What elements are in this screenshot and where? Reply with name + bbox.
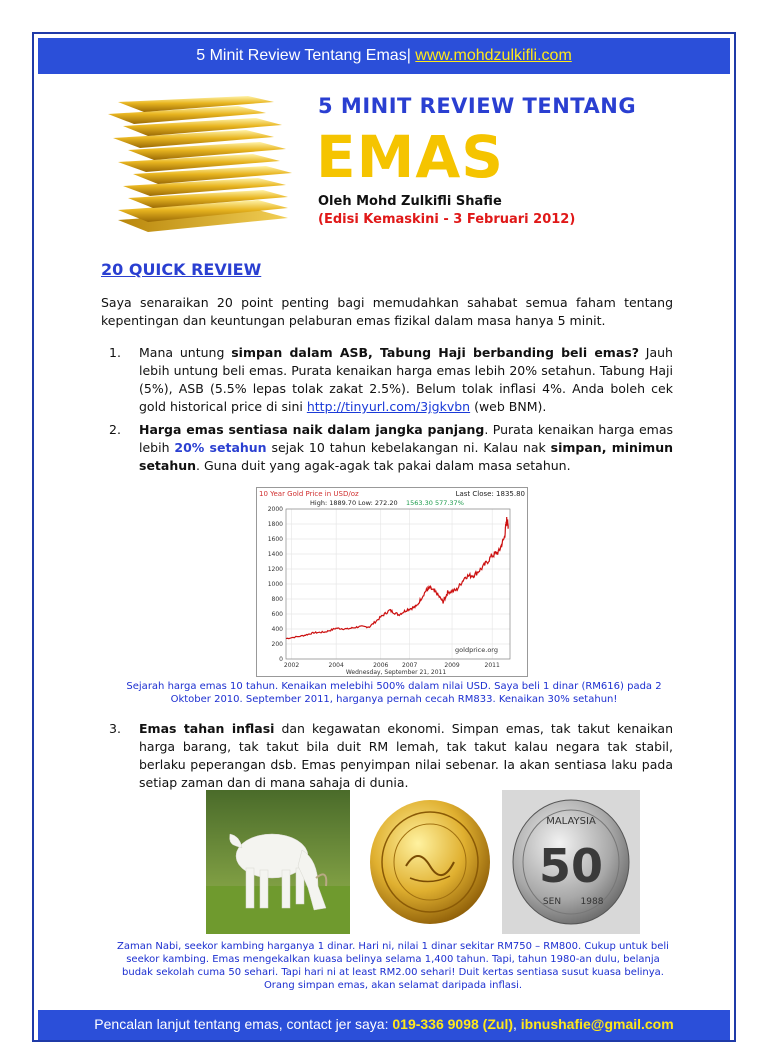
chart-x-tick: 2007: [402, 662, 418, 669]
chart-x-tick: 2004: [328, 662, 344, 669]
footer-email[interactable]: ibnushafie@gmail.com: [520, 1016, 674, 1032]
chart-y-tick: 1400: [267, 551, 283, 558]
chart-last-close: Last Close: 1835.80: [455, 490, 525, 498]
gold-bars-image: [88, 92, 298, 242]
coin-year: 1988: [580, 897, 604, 907]
title-line2: EMAS: [316, 123, 504, 191]
item-number: 3.: [109, 721, 121, 736]
chart-y-tick: 800: [271, 596, 283, 603]
chart-x-tick: 2009: [444, 662, 460, 669]
chart-y-tick: 1000: [267, 581, 283, 588]
chart-x-tick: 2006: [373, 662, 389, 669]
goat-photo: [206, 790, 350, 934]
chart-y-tick: 200: [271, 641, 283, 648]
author: Oleh Mohd Zulkifli Shafie: [318, 194, 502, 209]
header-title: 5 Minit Review Tentang Emas|: [196, 47, 411, 64]
item-number: 1.: [109, 345, 121, 360]
list-item-2: 2. Harga emas sentiasa naik dalam jangka panjang. Purata kenaikan harga emas lebih 20% setahun sejak 10 tahun kebelakangan ni. Kalau nak simpan, minimun setahun. Guna duit yang agak-agak tak pakai dalam masa setahun.: [109, 422, 674, 473]
section-title: 20 QUICK REVIEW: [101, 260, 262, 279]
coin-unit: SEN: [542, 897, 562, 907]
list-item-3: 3. Emas tahan inflasi dan kegawatan ekonomi. Simpan emas, tak takut kenaikan harga barang, tak takut bila duit RM lemah, tak takut kalau negara tak stabil, berlaku peperangan dsb. Emas penyimpan nilai sebenar. Ia akan sentiasa laku pada setiap zaman dan di mana sahaja di dunia.: [109, 721, 673, 790]
footer-text: Pencalan lanjut tentang emas, contact jer saya:: [94, 1016, 393, 1032]
chart-date: Wednesday, September 21, 2011: [345, 669, 447, 676]
fifty-sen-coin-photo: [502, 790, 640, 934]
chart-x-tick: 2011: [484, 662, 500, 669]
chart-caption: Sejarah harga emas 10 tahun. Kenaikan melebihi 500% dalam nilai USD. Saya beli 1 dinar (RM616) pada 2 Oktober 2010. September 2011, harganya pernah cecah RM833. Kenaikan 30% setahun!: [126, 681, 662, 705]
title-line1: 5 MINIT REVIEW TENTANG: [318, 94, 637, 118]
item-number: 2.: [109, 422, 121, 437]
chart-y-tick: 400: [271, 626, 283, 633]
chart-stats: High: 1889.70 Low: 272.20: [310, 499, 398, 507]
chart-y-tick: 1800: [267, 521, 283, 528]
gold-price-chart: [256, 487, 528, 677]
chart-source: goldprice.org: [455, 646, 498, 654]
photos-caption: Zaman Nabi, seekor kambing harganya 1 dinar. Hari ni, nilai 1 dinar sekitar RM750 – RM800. Cukup untuk beli seekor kambing. Emas mengekalkan kuasa belinya selama 1,400 tahun. Tapi, tahun 1980-an dulu, belanja budak sekolah cuma 50 sehari. Tapi hari ni at least RM2.00 sehari! Duit kertas sentiasa susut kuasa belinya. Orang simpan emas, akan selamat daripada inflasi.: [117, 941, 669, 991]
chart-y-tick: 1200: [267, 566, 283, 573]
coin-country: MALAYSIA: [546, 816, 596, 827]
list-item-1: 1. Mana untung simpan dalam ASB, Tabung Haji berbanding beli emas? Jauh lebih untung beli emas. Purata kenaikan harga emas lebih 20% setahun. Tabung Haji (5%), ASB (5.5% lepas tolak zakat 2.5%). Belum tolak inflasi 4%. Anda boleh cek gold historical price di sini http://tinyurl.com/3jgkvbn (web BNM).: [109, 345, 673, 414]
header-link[interactable]: www.mohdzulkifli.com: [415, 47, 572, 64]
chart-x-tick: 2002: [283, 662, 300, 669]
intro-paragraph: Saya senaraikan 20 point penting bagi memudahkan sahabat semua faham tentang kepentingan dan keuntungan pelaburan emas fizikal dalam masa hanya 5 minit.: [101, 295, 673, 328]
chart-y-tick: 600: [271, 611, 283, 618]
chart-change: 1563.30 577.37%: [406, 499, 464, 507]
edition: (Edisi Kemaskini - 3 Februari 2012): [318, 212, 576, 227]
footer-bar: Pencalan lanjut tentang emas, contact jer saya: 019-336 9098 (Zul), ibnushafie@gmail.com: [38, 1010, 730, 1040]
chart-y-tick: 2000: [267, 506, 283, 513]
coin-value: 50: [538, 839, 604, 893]
chart-y-tick: 0: [279, 656, 283, 663]
gold-dinar-photo: [366, 796, 494, 928]
footer-phone: 019-336 9098 (Zul): [392, 1016, 513, 1032]
header-bar: [38, 38, 730, 74]
bnm-link[interactable]: http://tinyurl.com/3jgkvbn: [306, 399, 471, 414]
chart-title: 10 Year Gold Price in USD/oz: [259, 490, 359, 498]
chart-y-tick: 1600: [267, 536, 283, 543]
